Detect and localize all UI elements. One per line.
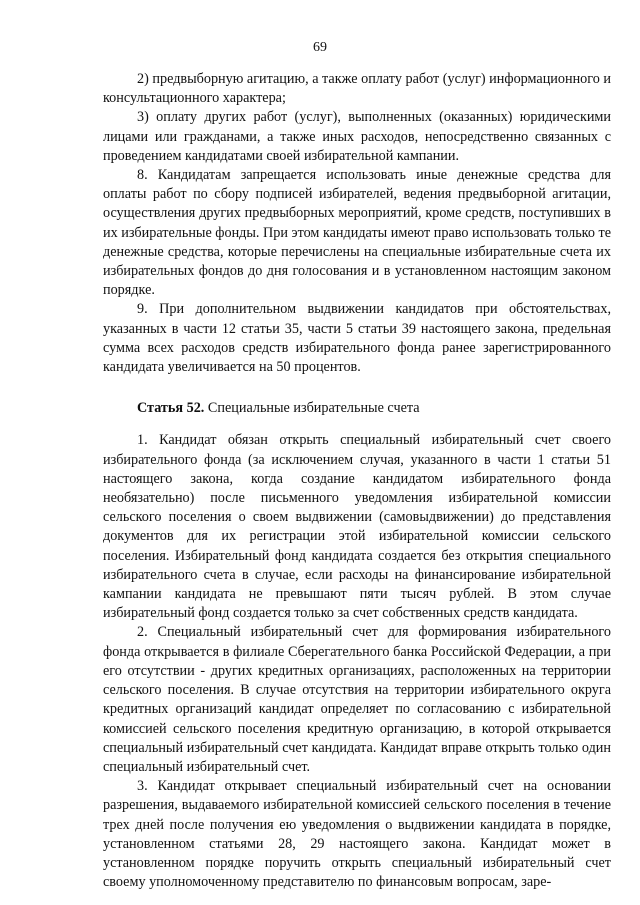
paragraph: 3) оплату других работ (услуг), выполненных (оказанных) юридическими лицами или гражданами, а также иных расходов, непосредственно связанных с проведением кандидатами своей избирательной кампании. [103,109,611,164]
paragraph: 1. Кандидат обязан открыть специальный избирательный счет своего избирательного фонда (за исключением случая, указанного в части 1 статьи 51 настоящего закона, когда создание кандидатом избирательного фонда необязательно) после письменного уведомления избирательной комиссии сельского поселения о своем выдвижении (самовыдвижении) до представления документов для их регистрации этой избирательной комиссии сельского поселения. Избирательный фонд кандидата создается без открытия специального избирательного счета в случае, если расходы на финансирование избирательной кампании кандидата не превышают пяти тысяч рублей. В этом случае избирательный фонд создается только за счет собственных средств кандидата. [103,432,611,622]
paragraph: 2) предвыборную агитацию, а также оплату работ (услуг) информационного и консультационного характера; [103,71,611,107]
paragraph: 9. При дополнительном выдвижении кандидатов при обстоятельствах, указанных в части 12 статьи 35, части 5 статьи 39 настоящего закона, предельная сумма всех расходов средств избирательного фонда ранее зарегистрированного кандидата увеличивается на 50 процентов. [103,301,611,376]
article-title: Специальные избирательные счета [207,400,420,417]
paragraph: 2. Специальный избирательный счет для формирования избирательного фонда открывается в филиале Сберегательного банка Российской Федерации, а при его отсутствии - других кредитных организациях, расположенных на территории сельского поселения. В случае отсутствия на территории избирательного округа кредитных организаций кандидат определяет по согласованию с избирательной комиссией сельского поселения кредитную организацию, в которой открывается специальный избирательный счет кандидата. Кандидат вправе открыть только один специальный избирательный счет. [103,624,611,775]
article-number: Статья 52. [137,400,205,417]
document-body [103,70,611,892]
page-number: 69 [313,40,327,55]
paragraph: 8. Кандидатам запрещается использовать иные денежные средства для оплаты работ по сбору подписей избирателей, ведения предвыборной агитации, осуществления других предвыборных мероприятий, кроме средств, поступивших в их избирательные фонды. При этом кандидаты имеют право использовать только те денежные средства, которые перечислены на специальные избирательные счета их избирательных фондов до дня голосования и в установленном настоящим законом порядке. [103,167,611,299]
article-heading [103,399,611,418]
paragraph: 3. Кандидат открывает специальный избирательный счет на основании разрешения, выдаваемого избирательной комиссией сельского поселения в течение трех дней после получения ею уведомления о выдвижении кандидата в порядке, установленном статьями 28, 29 настоящего закона. Кандидат может в установленном порядке поручить открыть специальный избирательный счет своему уполномоченному представителю по финансовым вопросам, заре- [103,778,611,891]
